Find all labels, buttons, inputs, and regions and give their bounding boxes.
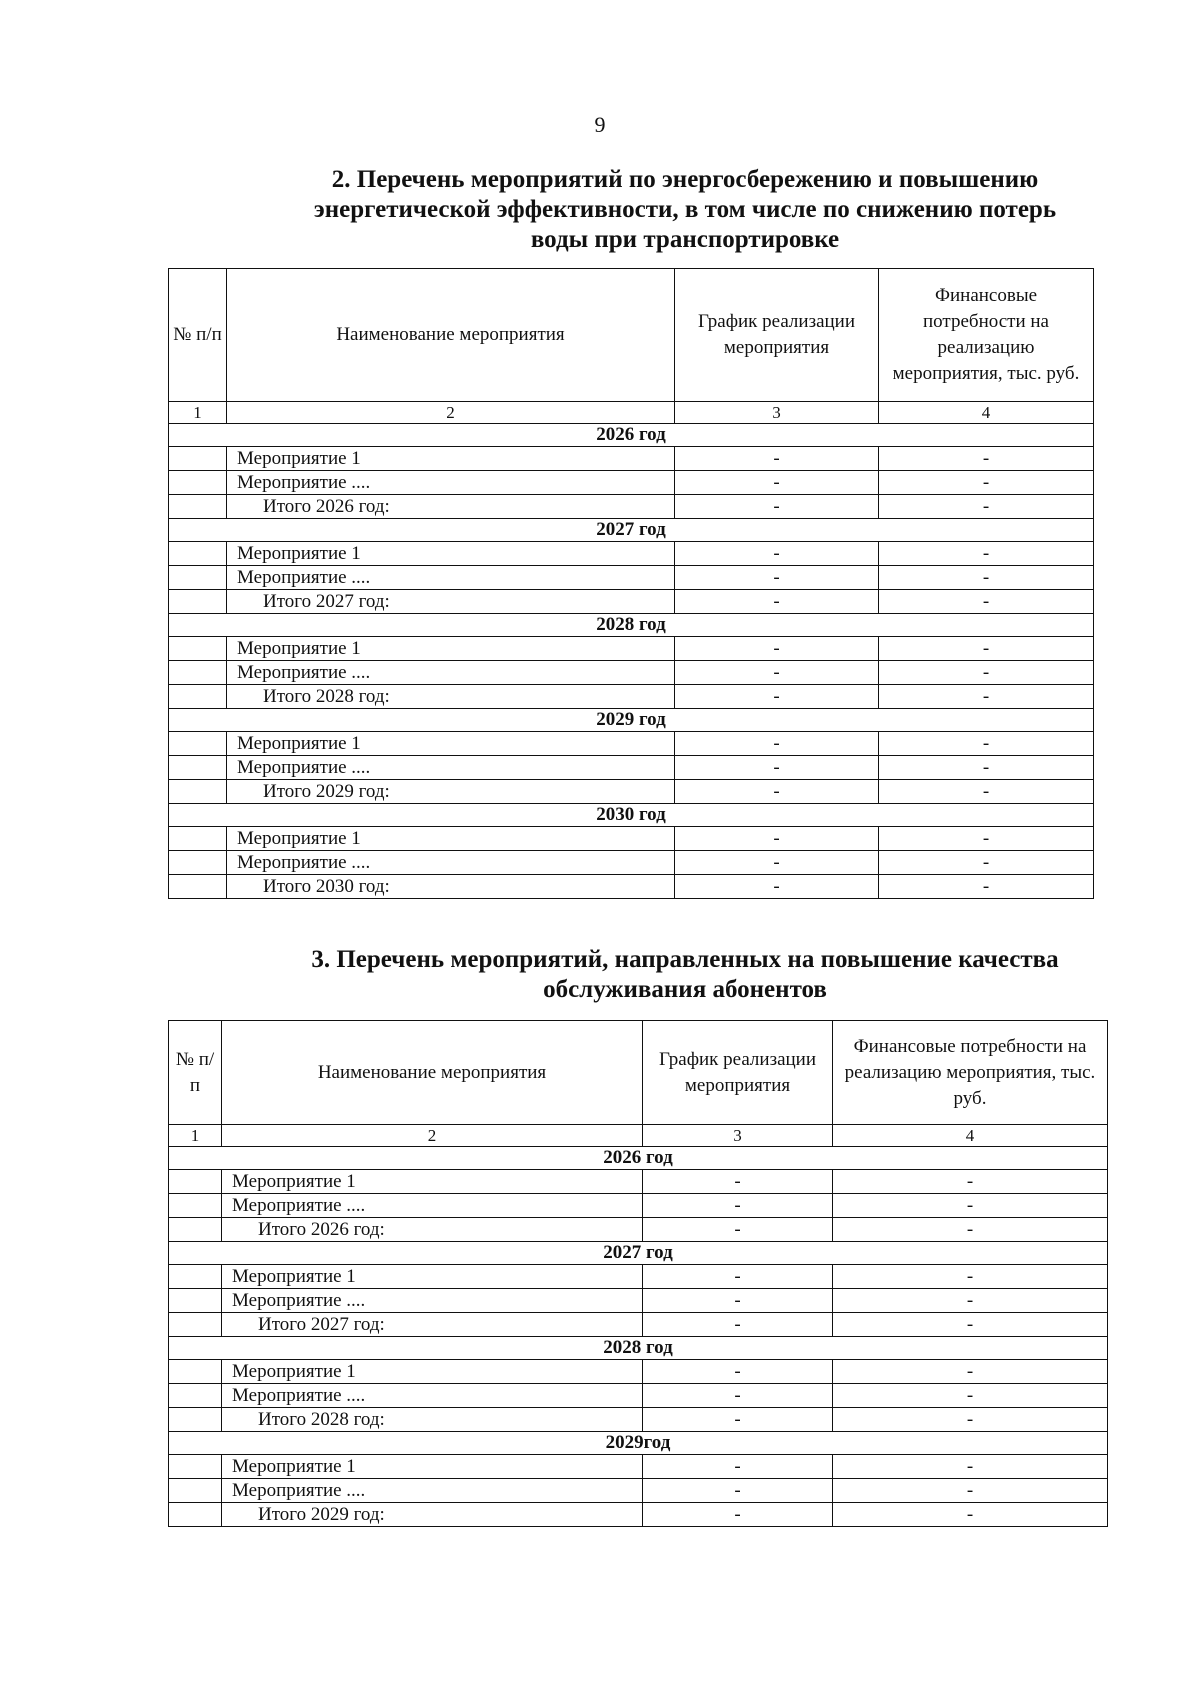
year-group-row xyxy=(169,1147,1108,1170)
header-financing: Финансовые потребности на реализацию мероприятия, тыс. руб. xyxy=(879,269,1094,402)
header-schedule: График реализации мероприятия xyxy=(643,1021,833,1125)
row-number-cell xyxy=(169,1479,222,1503)
financing-cell: - xyxy=(833,1503,1108,1527)
row-number-cell xyxy=(169,447,227,471)
column-numbers-row xyxy=(169,402,1094,424)
measure-name-cell: Мероприятие .... xyxy=(227,471,675,495)
row-number-cell xyxy=(169,1170,222,1194)
header-number: № п/п xyxy=(169,269,227,402)
year-label: 2028 год xyxy=(169,614,1094,637)
table-row xyxy=(169,1384,1108,1408)
measure-name-cell: Мероприятие .... xyxy=(227,566,675,590)
row-number-cell xyxy=(169,1455,222,1479)
financing-cell: - xyxy=(833,1455,1108,1479)
table-row xyxy=(169,542,1094,566)
header-financing: Финансовые потребности на реализацию мероприятия, тыс. руб. xyxy=(833,1021,1108,1125)
year-group-row xyxy=(169,1432,1108,1455)
measure-name-cell: Мероприятие .... xyxy=(222,1479,643,1503)
schedule-cell: - xyxy=(643,1218,833,1242)
financing-cell: - xyxy=(833,1384,1108,1408)
table-row xyxy=(169,732,1094,756)
row-number-cell xyxy=(169,542,227,566)
measure-name-cell: Мероприятие 1 xyxy=(227,732,675,756)
table-row xyxy=(169,1170,1108,1194)
table-row xyxy=(169,447,1094,471)
row-number-cell xyxy=(169,1265,222,1289)
table-row xyxy=(169,661,1094,685)
header-schedule: График реализации мероприятия xyxy=(675,269,879,402)
financing-cell: - xyxy=(879,685,1094,709)
schedule-cell: - xyxy=(643,1384,833,1408)
total-row xyxy=(169,1313,1108,1337)
section-2-title-line: 2. Перечень мероприятий по энергосбережению и повышению xyxy=(331,166,1039,193)
total-label-cell: Итого 2030 год: xyxy=(227,875,675,899)
column-numbers-row xyxy=(169,1125,1108,1147)
table-row xyxy=(169,1479,1108,1503)
year-group-row xyxy=(169,519,1094,542)
table-row xyxy=(169,851,1094,875)
row-number-cell xyxy=(169,1194,222,1218)
row-number-cell xyxy=(169,875,227,899)
total-label-cell: Итого 2028 год: xyxy=(222,1408,643,1432)
section-3-title-line: обслуживания абонентов xyxy=(543,976,827,1003)
column-number: 2 xyxy=(227,402,675,424)
energy-saving-table-body xyxy=(169,269,1094,899)
column-number: 1 xyxy=(169,1125,222,1147)
financing-cell: - xyxy=(879,590,1094,614)
year-group-row xyxy=(169,804,1094,827)
schedule-cell: - xyxy=(675,732,879,756)
measure-name-cell: Мероприятие 1 xyxy=(227,542,675,566)
measure-name-cell: Мероприятие .... xyxy=(227,851,675,875)
total-row xyxy=(169,1503,1108,1527)
financing-cell: - xyxy=(833,1479,1108,1503)
measure-name-cell: Мероприятие 1 xyxy=(222,1265,643,1289)
table-row xyxy=(169,1265,1108,1289)
total-row xyxy=(169,495,1094,519)
financing-cell: - xyxy=(833,1218,1108,1242)
total-row xyxy=(169,685,1094,709)
table-row xyxy=(169,827,1094,851)
measure-name-cell: Мероприятие 1 xyxy=(227,637,675,661)
column-number: 1 xyxy=(169,402,227,424)
total-row xyxy=(169,590,1094,614)
financing-cell: - xyxy=(833,1265,1108,1289)
schedule-cell: - xyxy=(675,471,879,495)
table-row xyxy=(169,471,1094,495)
table-row xyxy=(169,1194,1108,1218)
section-3-title-line: 3. Перечень мероприятий, направленных на повышение качества xyxy=(311,946,1059,973)
table-row xyxy=(169,566,1094,590)
table-row xyxy=(169,1289,1108,1313)
schedule-cell: - xyxy=(643,1408,833,1432)
financing-cell: - xyxy=(833,1170,1108,1194)
total-label-cell: Итого 2027 год: xyxy=(227,590,675,614)
measure-name-cell: Мероприятие .... xyxy=(227,661,675,685)
header-number: № п/п xyxy=(169,1021,222,1125)
year-group-row xyxy=(169,614,1094,637)
year-label: 2027 год xyxy=(169,519,1094,542)
year-group-row xyxy=(169,1337,1108,1360)
schedule-cell: - xyxy=(675,851,879,875)
schedule-cell: - xyxy=(643,1194,833,1218)
year-label: 2030 год xyxy=(169,804,1094,827)
financing-cell: - xyxy=(833,1360,1108,1384)
table-row xyxy=(169,1360,1108,1384)
financing-cell: - xyxy=(879,566,1094,590)
financing-cell: - xyxy=(879,471,1094,495)
column-number: 3 xyxy=(643,1125,833,1147)
year-group-row xyxy=(169,1242,1108,1265)
table-header-row xyxy=(169,269,1094,402)
year-label: 2028 год xyxy=(169,1337,1108,1360)
section-2-title-line: энергетической эффективности, в том числе по снижению потерь xyxy=(313,196,1057,223)
measure-name-cell: Мероприятие .... xyxy=(222,1384,643,1408)
schedule-cell: - xyxy=(643,1455,833,1479)
schedule-cell: - xyxy=(675,542,879,566)
financing-cell: - xyxy=(879,661,1094,685)
row-number-cell xyxy=(169,661,227,685)
column-number: 4 xyxy=(879,402,1094,424)
schedule-cell: - xyxy=(675,685,879,709)
total-label-cell: Итого 2029 год: xyxy=(222,1503,643,1527)
schedule-cell: - xyxy=(675,495,879,519)
measure-name-cell: Мероприятие .... xyxy=(222,1289,643,1313)
schedule-cell: - xyxy=(643,1503,833,1527)
schedule-cell: - xyxy=(675,875,879,899)
energy-saving-measures-table xyxy=(168,268,1094,899)
schedule-cell: - xyxy=(643,1313,833,1337)
row-number-cell xyxy=(169,1313,222,1337)
row-number-cell xyxy=(169,685,227,709)
financing-cell: - xyxy=(879,851,1094,875)
financing-cell: - xyxy=(833,1194,1108,1218)
total-row xyxy=(169,1218,1108,1242)
measure-name-cell: Мероприятие .... xyxy=(222,1194,643,1218)
year-label: 2026 год xyxy=(169,424,1094,447)
financing-cell: - xyxy=(879,637,1094,661)
schedule-cell: - xyxy=(675,590,879,614)
total-row xyxy=(169,780,1094,804)
row-number-cell xyxy=(169,1408,222,1432)
table-row xyxy=(169,637,1094,661)
service-quality-table-body xyxy=(169,1021,1108,1527)
schedule-cell: - xyxy=(675,780,879,804)
service-quality-measures-table xyxy=(168,1020,1108,1527)
total-label-cell: Итого 2028 год: xyxy=(227,685,675,709)
measure-name-cell: Мероприятие 1 xyxy=(222,1170,643,1194)
total-row xyxy=(169,1408,1108,1432)
column-number: 4 xyxy=(833,1125,1108,1147)
row-number-cell xyxy=(169,1384,222,1408)
row-number-cell xyxy=(169,471,227,495)
row-number-cell xyxy=(169,851,227,875)
row-number-cell xyxy=(169,1503,222,1527)
total-label-cell: Итого 2026 год: xyxy=(222,1218,643,1242)
financing-cell: - xyxy=(879,780,1094,804)
year-label: 2029 год xyxy=(169,709,1094,732)
table-row xyxy=(169,756,1094,780)
schedule-cell: - xyxy=(675,447,879,471)
total-label-cell: Итого 2029 год: xyxy=(227,780,675,804)
year-group-row xyxy=(169,709,1094,732)
schedule-cell: - xyxy=(643,1360,833,1384)
schedule-cell: - xyxy=(643,1170,833,1194)
schedule-cell: - xyxy=(643,1265,833,1289)
year-group-row xyxy=(169,424,1094,447)
column-number: 3 xyxy=(675,402,879,424)
row-number-cell xyxy=(169,756,227,780)
measure-name-cell: Мероприятие .... xyxy=(227,756,675,780)
schedule-cell: - xyxy=(643,1479,833,1503)
row-number-cell xyxy=(169,1360,222,1384)
financing-cell: - xyxy=(879,495,1094,519)
table-row xyxy=(169,1455,1108,1479)
year-label: 2026 год xyxy=(169,1147,1108,1170)
schedule-cell: - xyxy=(643,1289,833,1313)
total-label-cell: Итого 2027 год: xyxy=(222,1313,643,1337)
year-label: 2029год xyxy=(169,1432,1108,1455)
total-row xyxy=(169,875,1094,899)
measure-name-cell: Мероприятие 1 xyxy=(227,447,675,471)
financing-cell: - xyxy=(879,732,1094,756)
measure-name-cell: Мероприятие 1 xyxy=(227,827,675,851)
row-number-cell xyxy=(169,827,227,851)
measure-name-cell: Мероприятие 1 xyxy=(222,1455,643,1479)
financing-cell: - xyxy=(879,875,1094,899)
page-number: 9 xyxy=(594,112,606,137)
row-number-cell xyxy=(169,732,227,756)
financing-cell: - xyxy=(879,827,1094,851)
section-3-title xyxy=(255,945,1115,1005)
year-label: 2027 год xyxy=(169,1242,1108,1265)
row-number-cell xyxy=(169,780,227,804)
financing-cell: - xyxy=(833,1408,1108,1432)
financing-cell: - xyxy=(879,756,1094,780)
row-number-cell xyxy=(169,1218,222,1242)
header-measure-name: Наименование мероприятия xyxy=(222,1021,643,1125)
financing-cell: - xyxy=(879,447,1094,471)
schedule-cell: - xyxy=(675,827,879,851)
measure-name-cell: Мероприятие 1 xyxy=(222,1360,643,1384)
row-number-cell xyxy=(169,590,227,614)
schedule-cell: - xyxy=(675,661,879,685)
row-number-cell xyxy=(169,495,227,519)
total-label-cell: Итого 2026 год: xyxy=(227,495,675,519)
schedule-cell: - xyxy=(675,637,879,661)
section-2-title xyxy=(255,165,1115,255)
row-number-cell xyxy=(169,637,227,661)
schedule-cell: - xyxy=(675,566,879,590)
financing-cell: - xyxy=(879,542,1094,566)
row-number-cell xyxy=(169,566,227,590)
header-measure-name: Наименование мероприятия xyxy=(227,269,675,402)
row-number-cell xyxy=(169,1289,222,1313)
section-2-title-line: воды при транспортировке xyxy=(530,226,840,253)
financing-cell: - xyxy=(833,1289,1108,1313)
table-header-row xyxy=(169,1021,1108,1125)
column-number: 2 xyxy=(222,1125,643,1147)
schedule-cell: - xyxy=(675,756,879,780)
financing-cell: - xyxy=(833,1313,1108,1337)
